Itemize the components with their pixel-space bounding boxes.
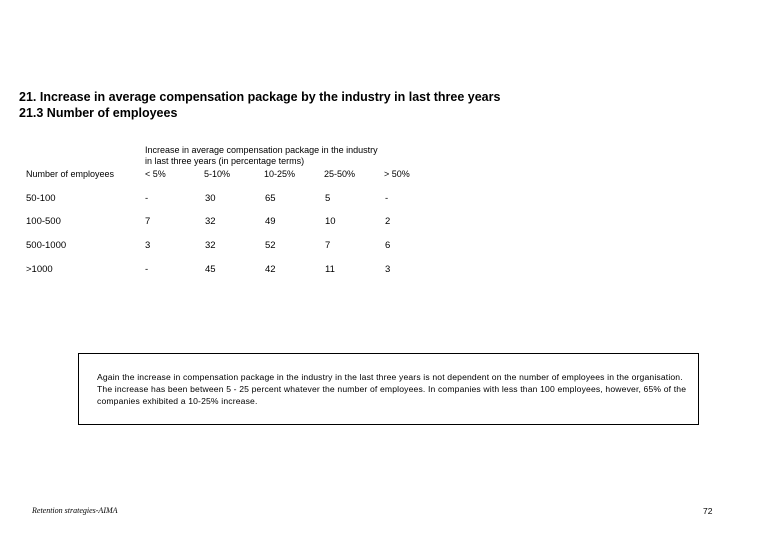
table-cell: 30 [205,193,216,204]
table-cell: 11 [325,264,335,275]
column-header: 10-25% [264,169,296,179]
table-cell: 52 [265,240,276,251]
title-line-1: 21. Increase in average compensation package by the industry in last three years [19,90,501,104]
column-header: > 50% [384,169,410,179]
table-cell: 3 [385,264,391,275]
note-box [78,353,699,425]
group-header-line-1: Increase in average compensation package in the industry [145,145,378,155]
table-cell: 7 [145,216,151,227]
table-cell: 42 [265,264,276,275]
table-cell: 45 [205,264,216,275]
row-label: 100-500 [26,216,61,227]
row-label: >1000 [26,264,53,275]
table-cell: - [385,193,389,204]
row-header: Number of employees [26,169,115,179]
table-cell: 6 [385,240,391,251]
table-cell: 32 [205,216,216,227]
table-cell: 3 [145,240,151,251]
row-label: 50-100 [26,193,56,204]
footer-source: Retention strategies-AIMA [32,506,118,515]
title-line-2: 21.3 Number of employees [19,106,178,120]
table-cell: 49 [265,216,276,227]
table-cell: - [145,264,149,275]
table-cell: 10 [325,216,336,227]
column-header: < 5% [145,169,166,179]
table-cell: 65 [265,193,276,204]
table-cell: 5 [325,193,331,204]
page-number: 72 [703,506,713,516]
column-header: 5-10% [204,169,231,179]
table-cell: - [145,193,149,204]
table-cell: 7 [325,240,331,251]
row-label: 500-1000 [26,240,67,251]
group-header-line-2: in last three years (in percentage terms) [145,156,305,166]
note-text: Again the increase in compensation package in the industry in the last three years is not dependent on the number of employees in the organisation. The increase has been between 5 - 25 percent whatever the number of employees. In companies with less than 100 employees, however, 65% of the companies exhibited a 10-25% increase. [97,372,687,406]
column-header: 25-50% [324,169,356,179]
page-title [19,89,500,121]
group-header [145,145,378,167]
table-cell: 2 [385,216,391,227]
table-cell: 32 [205,240,216,251]
